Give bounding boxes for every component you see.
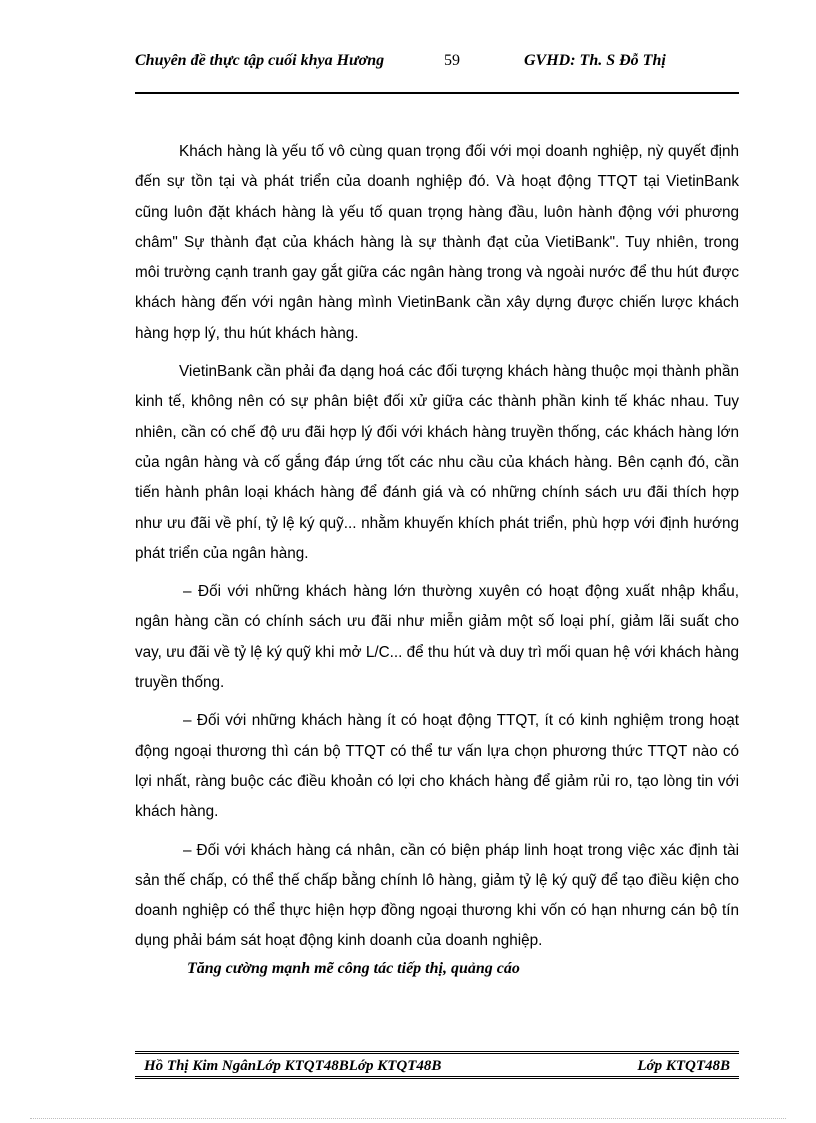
bullet-individual-customers: – Đối với khách hàng cá nhân, cần có biện pháp linh hoạt trong việc xác định tài sản thế chấp, có thể thế chấp bằng chính lô hàng, giảm tỷ lệ ký quỹ để tạo điều kiện cho doanh nghiệp có thể thực hiện hợp đồng ngoại thương khi vốn có hạn nhưng cán bộ tín dụng phải bám sát hoạt động kinh doanh của doanh nghiệp. bbox=[135, 841, 739, 950]
header-supervisor: GVHD: Th. S Đỗ Thị bbox=[524, 52, 666, 69]
paragraph-diversify-customers: VietinBank cần phải đa dạng hoá các đối tượng khách hàng thuộc mọi thành phần kinh tế, không nên có sự phân biệt đối xử giữa các thành phần kinh tế khác nhau. Tuy nhiên, cần có chế độ ưu đãi hợp lý đối với khách hàng truyền thống, các khách hàng lớn của ngân hàng và cố gắng đáp ứng tốt các nhu cầu của khách hàng. Bên cạnh đó, cần tiến hành phân loại khách hàng để đánh giá và có những chính sách ưu đãi thích hợp như ưu đãi về phí, tỷ lệ ký quỹ... nhằm khuyến khích phát triển, phù hợp với định hướng phát triển của ngân hàng. bbox=[135, 363, 739, 562]
page-header bbox=[135, 48, 739, 94]
page-footer bbox=[135, 1051, 739, 1079]
footer-class: Lớp KTQT48B bbox=[637, 1058, 730, 1074]
header-document-title: Chuyên đề thực tập cuối khya Hương bbox=[135, 52, 385, 69]
page-number: 59 bbox=[444, 52, 460, 69]
bullet-large-customers: – Đối với những khách hàng lớn thường xuyên có hoạt động xuất nhập khẩu, ngân hàng cần có chính sách ưu đãi như miễn giảm một số loại phí, giảm lãi suất cho vay, ưu đãi về tỷ lệ ký quỹ khi mở L/C... để thu hút và duy trì mối quan hệ với khách hàng truyền thống. bbox=[135, 583, 739, 692]
bullet-inexperienced-customers: – Đối với những khách hàng ít có hoạt động TTQT, ít có kinh nghiệm trong hoạt động ngoại thương thì cán bộ TTQT có thể tư vấn lựa chọn phương thức TTQT nào có lợi nhất, ràng buộc các điều khoản có lợi cho khách hàng để giảm rủi ro, tạo lòng tin với khách hàng. bbox=[135, 712, 739, 821]
page-bottom-divider bbox=[30, 1118, 786, 1119]
section-heading: Tăng cường mạnh mẽ công tác tiếp thị, quảng cáo bbox=[187, 960, 520, 977]
document-body bbox=[135, 137, 739, 965]
paragraph-customer-importance: Khách hàng là yếu tố vô cùng quan trọng đối với mọi doanh nghiệp, nỳ quyết định đến sự tồn tại và phát triển của doanh nghiệp đó. Và hoạt động TTQT tại VietinBank cũng luôn đặt khách hàng là yếu tố quan trọng hàng đầu, luôn hành động với phương châm" Sự thành đạt của khách hàng là sự thành đạt của VietiBank". Tuy nhiên, trong môi trường cạnh tranh gay gắt giữa các ngân hàng trong và ngoài nước để thu hút được khách hàng đến với ngân hàng mình VietinBank cần xây dựng được chiến lược khách hàng hợp lý, thu hút khách hàng. bbox=[135, 143, 739, 342]
footer-author: Hồ Thị Kim NgânLớp KTQT48BLớp KTQT48B bbox=[144, 1058, 442, 1074]
